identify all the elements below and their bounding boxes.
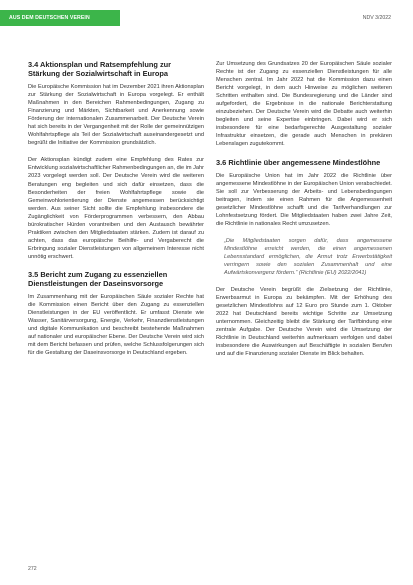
right-column: [216, 60, 392, 368]
left-column: [28, 60, 204, 366]
paragraph: Die Europäische Union hat im Jahr 2022 die Richtlinie über angemessene Mindestlöhne in der Europäischen Union verabschiedet. Sie soll zur Verbesserung der Arbeits- und Lebensbedingungen beitragen, indem sie einen Rahmen für die Angemessenheit gesetzlicher Mindestlöhne schafft und die Tarifverhandlungen zur Lohnfestsetzung fördert. Die Mitgliedstaaten haben zwei Jahre Zeit, die Richtlinie in nationales Recht umzusetzen.: [216, 172, 392, 227]
paragraph: Zur Umsetzung des Grundsatzes 20 der Europäischen Säule sozialer Rechte ist der Zugang zu essenziellen Dienstleistungen für alle Menschen zentral. Im Jahr 2022 hat die Kommission dazu einen Bericht vorgelegt, in dem auch Hinweise zu möglichen weiteren Schritten enthalten sind. Die Bundesregierung und die Länder sind aufgefordert, die Ergebnisse in die nationale Berichterstattung einzubeziehen. Der Deutsche Verein wird die Debatte auch weiterhin begleiten und seine Expertise einbringen. Dabei wird er sich insbesondere für eine bedarfsgerechte Ausgestaltung sozialer Infrastruktur einsetzen, die gerade auch Menschen in prekären Lebenslagen zugutekommt.: [216, 61, 392, 148]
section-title-3-5: 3.5 Bericht zum Zugang zu essenziellen Dienstleistungen der Daseinsvorsorge: [28, 269, 168, 288]
paragraph: Der Aktionsplan kündigt zudem eine Empfehlung des Rates zur Entwicklung sozialwirtschaftlicher Rahmenbedingungen an, die im Jahr 2023 vorgelegt werden soll. Der Deutsche Verein wird die weiteren Beratungen eng begleiten und sich dafür einsetzen, dass die Besonderheiten der freien Wohlfahrtspflege sowie die Gemeinwohlorientierung der Dienste angemessen berücksichtigt werden. Aus seiner Sicht sollte die Empfehlung insbesondere die Zugänglichkeit von Förderprogrammen verbessern, den Abbau bürokratischer Hürden vorantreiben und den Austausch bewährter Praktiken zwischen den Mitgliedstaaten stärken. Zudem ist darauf zu achten, dass das europäische Beihilfe- und Vergaberecht die Erbringung sozialer Dienstleistungen von allgemeinem Interesse nicht unnötig erschwert.: [28, 157, 204, 260]
paragraph: Der Deutsche Verein begrüßt die Zielsetzung der Richtlinie, Erwerbsarmut in Europa zu bekämpfen. Mit der Erhöhung des gesetzlichen Mindestlohns auf 12 Euro pro Stunde zum 1. Oktober 2022 hat Deutschland bereits wichtige Schritte zur Umsetzung unternommen. Gleichzeitig bleibt die Stärkung der Tarifbindung eine zentrale Aufgabe. Der Deutsche Verein wird die Umsetzung der Richtlinie in Deutschland weiterhin aufmerksam verfolgen und dabei insbesondere die Auswirkungen auf Beschäftigte in sozialen Berufen und auf die Finanzierung sozialer Dienste im Blick behalten.: [216, 287, 392, 358]
section-title-3-4: 3.4 Aktionsplan und Ratsempfehlung zur Stärkung der Sozialwirtschaft in Europa: [28, 60, 172, 78]
page-number: 272: [28, 566, 37, 572]
issue-label: NDV 3/2022: [362, 15, 391, 21]
quote-block: „Die Mitgliedstaaten sorgen dafür, dass angemessene Mindestlöhne erreicht werden, die einen angemessenen Lebensstandard ermöglichen, die Armut trotz Erwerbstätigkeit verringern sowie den sozialen Zusammenhalt und eine Aufwärtskonvergenz fördern.“ (Richtlinie (EU) 2022/2041): [224, 237, 392, 277]
section-label: AUS DEM DEUTSCHEN VEREIN: [9, 15, 90, 21]
section-title-3-6: 3.6 Richtlinie über angemessene Mindestlöhne: [216, 157, 381, 167]
paragraph: Im Zusammenhang mit der Europäischen Säule sozialer Rechte hat die Kommission einen Bericht über den Zugang zu essenziellen Dienstleistungen in der EU veröffentlicht. Er umfasst Dienste wie Wasser, Sanitärversorgung, Energie, Verkehr, Finanzdienstleistungen und digitale Kommunikation und beschreibt bestehende Maßnahmen auf nationaler und europäischer Ebene. Der Deutsche Verein wird sich mit dem Bericht befassen und prüfen, welche Schlussfolgerungen sich für die Gestaltung der Daseinsvorsorge in Deutschland ergeben.: [28, 293, 204, 357]
paragraph: Die Europäische Kommission hat im Dezember 2021 ihren Aktionsplan zur Stärkung der Sozialwirtschaft in Europa vorgelegt. Er enthält Maßnahmen in den Bereichen Rahmenbedingungen, Zugang zu Finanzierung und Märkten, Sichtbarkeit und Anerkennung sowie Förderung der internationalen Zusammenarbeit. Der Deutsche Verein hat sich bereits in der Vergangenheit mit der Rolle der gemeinnützigen Wohlfahrtspflege als Teil der Sozialwirtschaft auseinandergesetzt und begrüßt die Initiative der Kommission grundsätzlich.: [28, 84, 204, 147]
section-header-band: [0, 10, 120, 26]
